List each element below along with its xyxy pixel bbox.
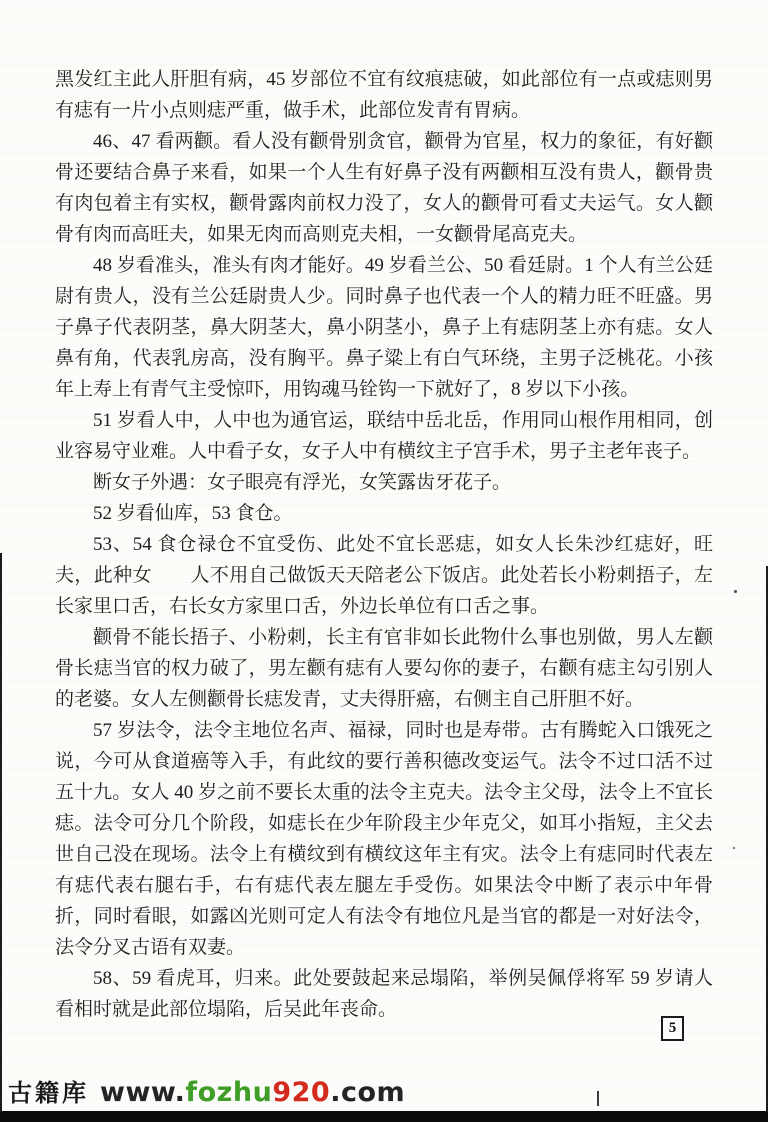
page-number-box xyxy=(661,1016,684,1041)
paragraph: 46、47 看两颧。看人没有颧骨别贪官，颧骨为官星，权力的象征，有好颧骨还要结合鼻子来看，如果一个人生有好鼻子没有两颧相互没有贵人，颧骨贵有肉包着主有实权，颧骨露肉前权力没了，女人的颧骨可看丈夫运气。女人颧骨有肉而高旺夫，如果无肉而高则克夫相，一女颧骨尾高克夫。 xyxy=(55,131,713,245)
scan-speck xyxy=(733,847,735,849)
paragraph: 57 岁法令，法令主地位名声、福禄，同时也是寿带。古有腾蛇入口饿死之说，今可从食道癌等入手，有此纹的要行善积德改变运气。法令不过口活不过五十九。女人 40 岁之前不要长太重的法令主克夫。法令主父母，法令上不宜长痣。法令可分几个阶段，如痣长在少年阶段主少年克父，如耳小指短，主父去世自己没在现场。法令上有横纹到有横纹这年主有灾。法令上有痣同时代表左有痣代表右腿右手，右有痣代表左腿左手受伤。如果法令中断了表示中年骨折，同时看眼，如露凶光则可定人有法令有地位凡是当官的都是一对好法令，法令分叉古语有双妻。 xyxy=(55,720,713,958)
scan-speck xyxy=(734,590,737,593)
site-url xyxy=(100,1077,405,1108)
paragraph: 58、59 看虎耳，归来。此处要鼓起来忌塌陷，举例吴佩俘将军 59 岁请人看相时就是此部位塌陷，后吴此年丧命。 xyxy=(55,968,713,1020)
paragraph: 黑发红主此人肝胆有病，45 岁部位不宜有纹痕痣破，如此部位有一点或痣则男有痣有一片小点则痣严重，做手术，此部位发青有胃病。 xyxy=(55,69,713,121)
site-name: 古籍库 xyxy=(8,1079,89,1107)
scan-edge-artifact-left xyxy=(0,553,2,1122)
paragraph: 断女子外遇：女子眼亮有浮光，女笑露齿牙花子。 xyxy=(93,472,512,493)
url-green-part: fozhu xyxy=(185,1077,273,1108)
url-prefix: www. xyxy=(100,1077,186,1108)
page-number: 5 xyxy=(668,1020,677,1036)
footer-watermark xyxy=(8,1073,405,1108)
url-red-part: 920 xyxy=(272,1077,331,1108)
text-block xyxy=(55,64,713,1025)
paragraph: 颧骨不能长捂子、小粉刺，长主有官非如长此物什么事也别做，男人左颧骨长痣当官的权力破了，男左颧有痣有人要勾你的妻子，右颧有痣主勾引别人的老婆。女人左侧颧骨长痣发青，丈夫得肝癌，右侧主自己肝胆不好。 xyxy=(55,627,713,710)
paragraph: 53、54 食仓禄仓不宜受伤、此处不宜长恶痣，如女人长朱沙红痣好，旺夫，此种女 人不用自己做饭天天陪老公下饭店。此处若长小粉刺捂子，左长家里口舌，右长女方家里口舌，外边长单位有口舌之事。 xyxy=(55,534,713,617)
paragraph: 48 岁看准头，准头有肉才能好。49 岁看兰公、50 看廷尉。1 个人有兰公廷尉有贵人，没有兰公廷尉贵人少。同时鼻子也代表一个人的精力旺不旺盛。男子鼻子代表阴茎，鼻大阴茎大，鼻小阴茎小，鼻子上有痣阴茎上亦有痣。女人鼻有角，代表乳房高，没有胸平。鼻子粱上有白气环绕，主男子泛桃花。小孩年上寿上有青气主受惊吓，用钩魂马铨钩一下就好了，8 岁以下小孩。 xyxy=(55,255,713,400)
url-suffix: .com xyxy=(330,1077,406,1108)
scan-tick-artifact xyxy=(597,1091,599,1106)
paragraph: 51 岁看人中，人中也为通官运，联结中岳北岳，作用同山根作用相同，创业容易守业难。人中看子女，女子人中有横纹主子宫手术，男子主老年丧子。 xyxy=(55,410,713,462)
bottom-black-bar xyxy=(0,1111,768,1122)
paragraph: 52 岁看仙库，53 食仓。 xyxy=(93,503,293,524)
